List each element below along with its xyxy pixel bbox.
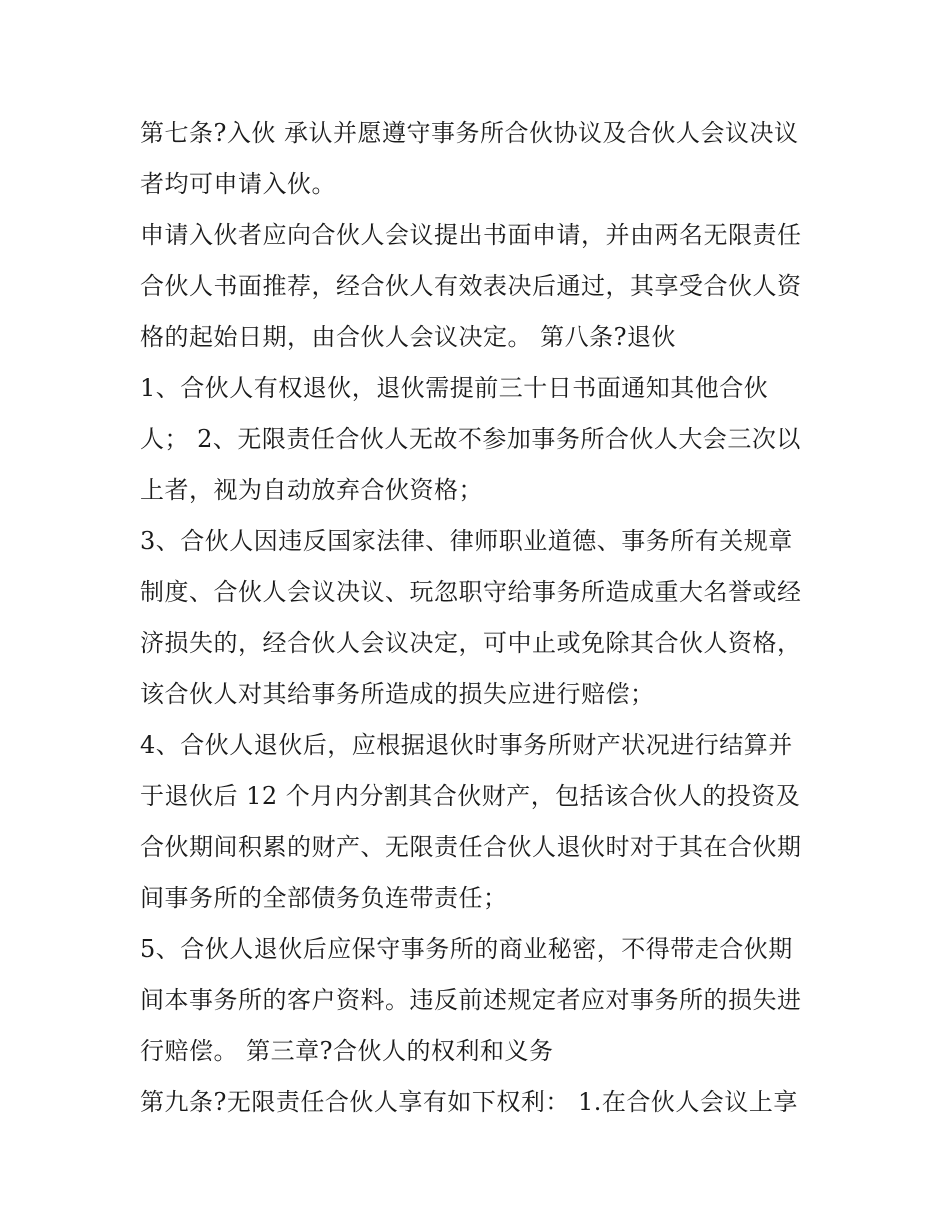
text-line: 格的起始日期，由合伙人会议决定。 第八条?退伙 — [140, 323, 676, 351]
text-line: 者均可申请入伙。 — [140, 170, 336, 198]
text-line: 人； 2、无限责任合伙人无故不参加事务所合伙人大会三次以 — [140, 425, 801, 453]
text-line: 行赔偿。 第三章?合伙人的权利和义务 — [140, 1037, 554, 1065]
text-line: 合伙期间积累的财产、无限责任合伙人退伙时对于其在合伙期 — [140, 833, 802, 861]
text-line: 1、合伙人有权退伙，退伙需提前三十日书面通知其他合伙 — [140, 374, 769, 402]
text-line: 合伙人书面推荐，经合伙人有效表决后通过，其享受合伙人资 — [140, 272, 802, 300]
text-line: 3、合伙人因违反国家法律、律师职业道德、事务所有关规章 — [140, 527, 793, 555]
text-line: 申请入伙者应向合伙人会议提出书面申请，并由两名无限责任 — [140, 221, 802, 249]
text-line: 间事务所的全部债务负连带责任； — [140, 884, 508, 912]
text-line: 济损失的，经合伙人会议决定，可中止或免除其合伙人资格， — [140, 629, 802, 657]
text-line: 制度、合伙人会议决议、玩忽职守给事务所造成重大名誉或经 — [140, 578, 802, 606]
text-line: 第七条?入伙 承认并愿遵守事务所合伙协议及合伙人会议决议 — [140, 119, 799, 147]
text-line: 5、合伙人退伙后应保守事务所的商业秘密，不得带走合伙期 — [140, 935, 793, 963]
text-line: 4、合伙人退伙后，应根据退伙时事务所财产状况进行结算并 — [140, 731, 793, 759]
text-line: 于退伙后 12 个月内分割其合伙财产，包括该合伙人的投资及 — [140, 782, 801, 810]
text-line: 间本事务所的客户资料。违反前述规定者应对事务所的损失进 — [140, 986, 802, 1014]
document-body — [140, 108, 830, 1128]
text-line: 该合伙人对其给事务所造成的损失应进行赔偿； — [140, 680, 655, 708]
text-line: 上者，视为自动放弃合伙资格； — [140, 476, 483, 504]
text-line: 第九条?无限责任合伙人享有如下权利： 1.在合伙人会议上享 — [140, 1088, 798, 1116]
